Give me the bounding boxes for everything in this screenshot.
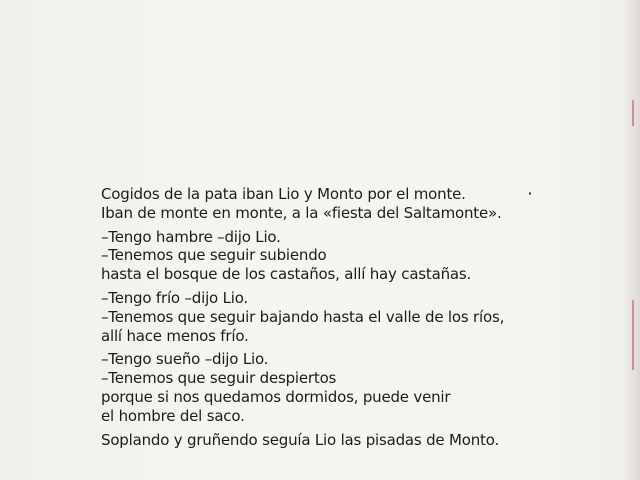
story-line: porque si nos quedamos dormidos, puede venir [101, 387, 451, 406]
story-line: Soplando y gruñendo seguía Lio las pisadas de Monto. [101, 430, 500, 449]
story-line: –Tengo sueño –dijo Lio. [101, 350, 269, 369]
story-line: –Tengo frío –dijo Lio. [101, 288, 248, 307]
story-line: –Tenemos que seguir subiendo [101, 246, 327, 265]
story-line: allí hace menos frío. [101, 326, 249, 345]
story-line: –Tenemos que seguir bajando hasta el valle de los ríos, [101, 307, 505, 326]
story-line: –Tengo hambre –dijo Lio. [101, 227, 281, 246]
story-line: hasta el bosque de los castaños, allí hay castañas. [101, 265, 472, 284]
page-edge-shadow [624, 0, 640, 480]
story-line: el hombre del saco. [101, 406, 245, 425]
story-text [101, 185, 601, 449]
story-line: –Tenemos que seguir despiertos [101, 369, 337, 388]
binding-mark [632, 300, 634, 370]
binding-mark [632, 100, 634, 126]
story-line: Iban de monte en monte, a la «fiesta del Saltamonte». [101, 203, 502, 222]
story-line: Cogidos de la pata iban Lio y Monto por el monte. [101, 185, 466, 203]
